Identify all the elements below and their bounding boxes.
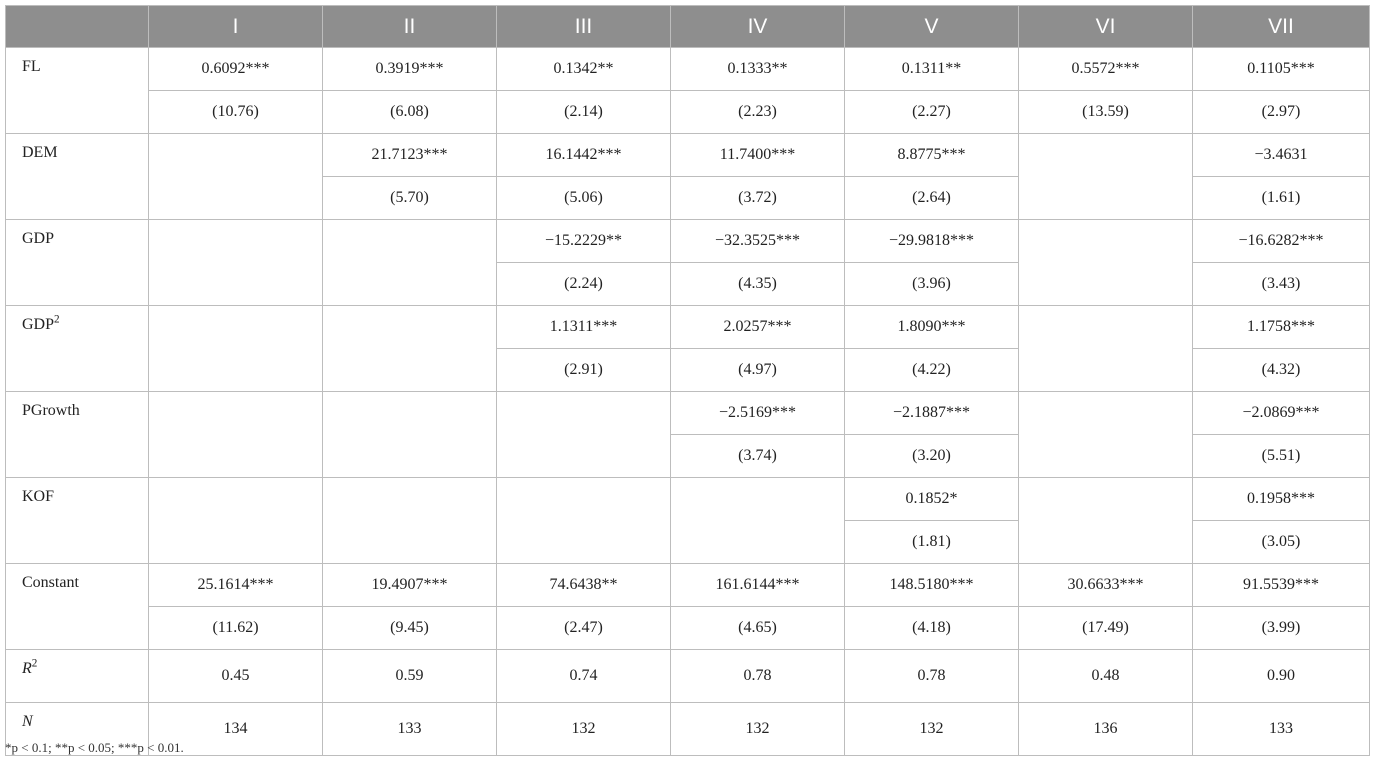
header-corner bbox=[6, 6, 149, 48]
cell-tstat: (4.32) bbox=[1193, 349, 1370, 392]
cell-value: 134 bbox=[149, 703, 323, 756]
cell-coef: 91.5539*** bbox=[1193, 564, 1370, 607]
cell-coef: 16.1442*** bbox=[497, 134, 671, 177]
cell-tstat: (3.20) bbox=[845, 435, 1019, 478]
header-col-5: V bbox=[845, 6, 1019, 48]
cell-value: 0.78 bbox=[845, 650, 1019, 703]
cell-value: 0.59 bbox=[323, 650, 497, 703]
cell-tstat: (5.06) bbox=[497, 177, 671, 220]
cell-coef: 1.8090*** bbox=[845, 306, 1019, 349]
cell-coef: 148.5180*** bbox=[845, 564, 1019, 607]
header-col-7: VII bbox=[1193, 6, 1370, 48]
row-label-text: R bbox=[22, 660, 32, 677]
cell-coef: −3.4631 bbox=[1193, 134, 1370, 177]
cell-coef: 0.1333** bbox=[671, 48, 845, 91]
cell-tstat: (1.61) bbox=[1193, 177, 1370, 220]
row-label-n: N bbox=[6, 703, 149, 756]
cell-tstat: (2.64) bbox=[845, 177, 1019, 220]
cell-coef: −32.3525*** bbox=[671, 220, 845, 263]
empty-cell bbox=[149, 220, 323, 306]
empty-cell bbox=[1019, 134, 1193, 220]
cell-value: 0.45 bbox=[149, 650, 323, 703]
cell-coef: 0.1958*** bbox=[1193, 478, 1370, 521]
cell-tstat: (2.47) bbox=[497, 607, 671, 650]
cell-value: 136 bbox=[1019, 703, 1193, 756]
empty-cell bbox=[1019, 478, 1193, 564]
empty-cell bbox=[497, 392, 671, 478]
cell-tstat: (2.91) bbox=[497, 349, 671, 392]
row-pgrowth-coef bbox=[6, 392, 1370, 435]
cell-tstat: (3.05) bbox=[1193, 521, 1370, 564]
cell-tstat: (17.49) bbox=[1019, 607, 1193, 650]
cell-coef: 30.6633*** bbox=[1019, 564, 1193, 607]
cell-tstat: (4.35) bbox=[671, 263, 845, 306]
regression-table bbox=[5, 5, 1370, 756]
row-fl-t bbox=[6, 91, 1370, 134]
empty-cell bbox=[323, 220, 497, 306]
cell-tstat: (3.72) bbox=[671, 177, 845, 220]
cell-value: 0.48 bbox=[1019, 650, 1193, 703]
cell-coef: 0.5572*** bbox=[1019, 48, 1193, 91]
empty-cell bbox=[323, 478, 497, 564]
row-label-text: GDP bbox=[22, 316, 55, 333]
cell-tstat: (2.14) bbox=[497, 91, 671, 134]
cell-coef: 0.1342** bbox=[497, 48, 671, 91]
cell-coef: −29.9818*** bbox=[845, 220, 1019, 263]
row-constant-t bbox=[6, 607, 1370, 650]
cell-tstat: (9.45) bbox=[323, 607, 497, 650]
cell-coef: −15.2229** bbox=[497, 220, 671, 263]
footnote: *p < 0.1; **p < 0.05; ***p < 0.01. bbox=[5, 740, 184, 755]
cell-coef: 8.8775*** bbox=[845, 134, 1019, 177]
cell-coef: 0.1852* bbox=[845, 478, 1019, 521]
row-label-gdp-squared bbox=[6, 306, 149, 392]
header-row bbox=[6, 6, 1370, 48]
row-dem-coef bbox=[6, 134, 1370, 177]
empty-cell bbox=[323, 306, 497, 392]
cell-coef: 2.0257*** bbox=[671, 306, 845, 349]
cell-tstat: (10.76) bbox=[149, 91, 323, 134]
cell-tstat: (4.65) bbox=[671, 607, 845, 650]
cell-tstat: (6.08) bbox=[323, 91, 497, 134]
row-label-gdp: GDP bbox=[6, 220, 149, 306]
row-label-pgrowth: PGrowth bbox=[6, 392, 149, 478]
row-label-r-squared bbox=[6, 650, 149, 703]
cell-tstat: (2.97) bbox=[1193, 91, 1370, 134]
cell-tstat: (3.74) bbox=[671, 435, 845, 478]
row-kof-coef bbox=[6, 478, 1370, 521]
row-label-dem: DEM bbox=[6, 134, 149, 220]
cell-value: 133 bbox=[323, 703, 497, 756]
cell-coef: 0.3919*** bbox=[323, 48, 497, 91]
cell-coef: 25.1614*** bbox=[149, 564, 323, 607]
cell-value: 132 bbox=[845, 703, 1019, 756]
cell-value: 132 bbox=[671, 703, 845, 756]
empty-cell bbox=[323, 392, 497, 478]
cell-tstat: (4.22) bbox=[845, 349, 1019, 392]
row-r-squared bbox=[6, 650, 1370, 703]
superscript: 2 bbox=[31, 657, 38, 670]
empty-cell bbox=[149, 306, 323, 392]
cell-tstat: (1.81) bbox=[845, 521, 1019, 564]
cell-coef: 74.6438** bbox=[497, 564, 671, 607]
header-col-6: VI bbox=[1019, 6, 1193, 48]
cell-coef: 0.1311** bbox=[845, 48, 1019, 91]
cell-tstat: (3.99) bbox=[1193, 607, 1370, 650]
row-gdp2-coef bbox=[6, 306, 1370, 349]
cell-value: 0.74 bbox=[497, 650, 671, 703]
empty-cell bbox=[149, 478, 323, 564]
cell-value: 0.78 bbox=[671, 650, 845, 703]
cell-coef: 21.7123*** bbox=[323, 134, 497, 177]
cell-tstat: (5.51) bbox=[1193, 435, 1370, 478]
cell-coef: 161.6144*** bbox=[671, 564, 845, 607]
cell-coef: −2.0869*** bbox=[1193, 392, 1370, 435]
empty-cell bbox=[1019, 220, 1193, 306]
row-label-constant: Constant bbox=[6, 564, 149, 650]
cell-coef: 1.1311*** bbox=[497, 306, 671, 349]
superscript: 2 bbox=[54, 313, 60, 326]
row-fl-coef bbox=[6, 48, 1370, 91]
cell-tstat: (2.23) bbox=[671, 91, 845, 134]
cell-tstat: (2.24) bbox=[497, 263, 671, 306]
cell-value: 0.90 bbox=[1193, 650, 1370, 703]
cell-value: 132 bbox=[497, 703, 671, 756]
cell-tstat: (2.27) bbox=[845, 91, 1019, 134]
cell-coef: −2.5169*** bbox=[671, 392, 845, 435]
empty-cell bbox=[1019, 392, 1193, 478]
row-label-kof: KOF bbox=[6, 478, 149, 564]
cell-tstat: (3.43) bbox=[1193, 263, 1370, 306]
cell-tstat: (5.70) bbox=[323, 177, 497, 220]
cell-coef: 0.1105*** bbox=[1193, 48, 1370, 91]
empty-cell bbox=[497, 478, 671, 564]
cell-coef: −16.6282*** bbox=[1193, 220, 1370, 263]
row-n bbox=[6, 703, 1370, 756]
row-label-fl: FL bbox=[6, 48, 149, 134]
empty-cell bbox=[671, 478, 845, 564]
empty-cell bbox=[1019, 306, 1193, 392]
cell-value: 133 bbox=[1193, 703, 1370, 756]
row-constant-coef bbox=[6, 564, 1370, 607]
cell-tstat: (11.62) bbox=[149, 607, 323, 650]
header-col-1: I bbox=[149, 6, 323, 48]
cell-coef: 0.6092*** bbox=[149, 48, 323, 91]
header-col-4: IV bbox=[671, 6, 845, 48]
cell-tstat: (4.97) bbox=[671, 349, 845, 392]
header-col-2: II bbox=[323, 6, 497, 48]
cell-tstat: (3.96) bbox=[845, 263, 1019, 306]
cell-coef: 19.4907*** bbox=[323, 564, 497, 607]
cell-tstat: (4.18) bbox=[845, 607, 1019, 650]
header-col-3: III bbox=[497, 6, 671, 48]
cell-coef: 1.1758*** bbox=[1193, 306, 1370, 349]
empty-cell bbox=[149, 392, 323, 478]
cell-tstat: (13.59) bbox=[1019, 91, 1193, 134]
cell-coef: 11.7400*** bbox=[671, 134, 845, 177]
cell-coef: −2.1887*** bbox=[845, 392, 1019, 435]
empty-cell bbox=[149, 134, 323, 220]
row-gdp-coef bbox=[6, 220, 1370, 263]
